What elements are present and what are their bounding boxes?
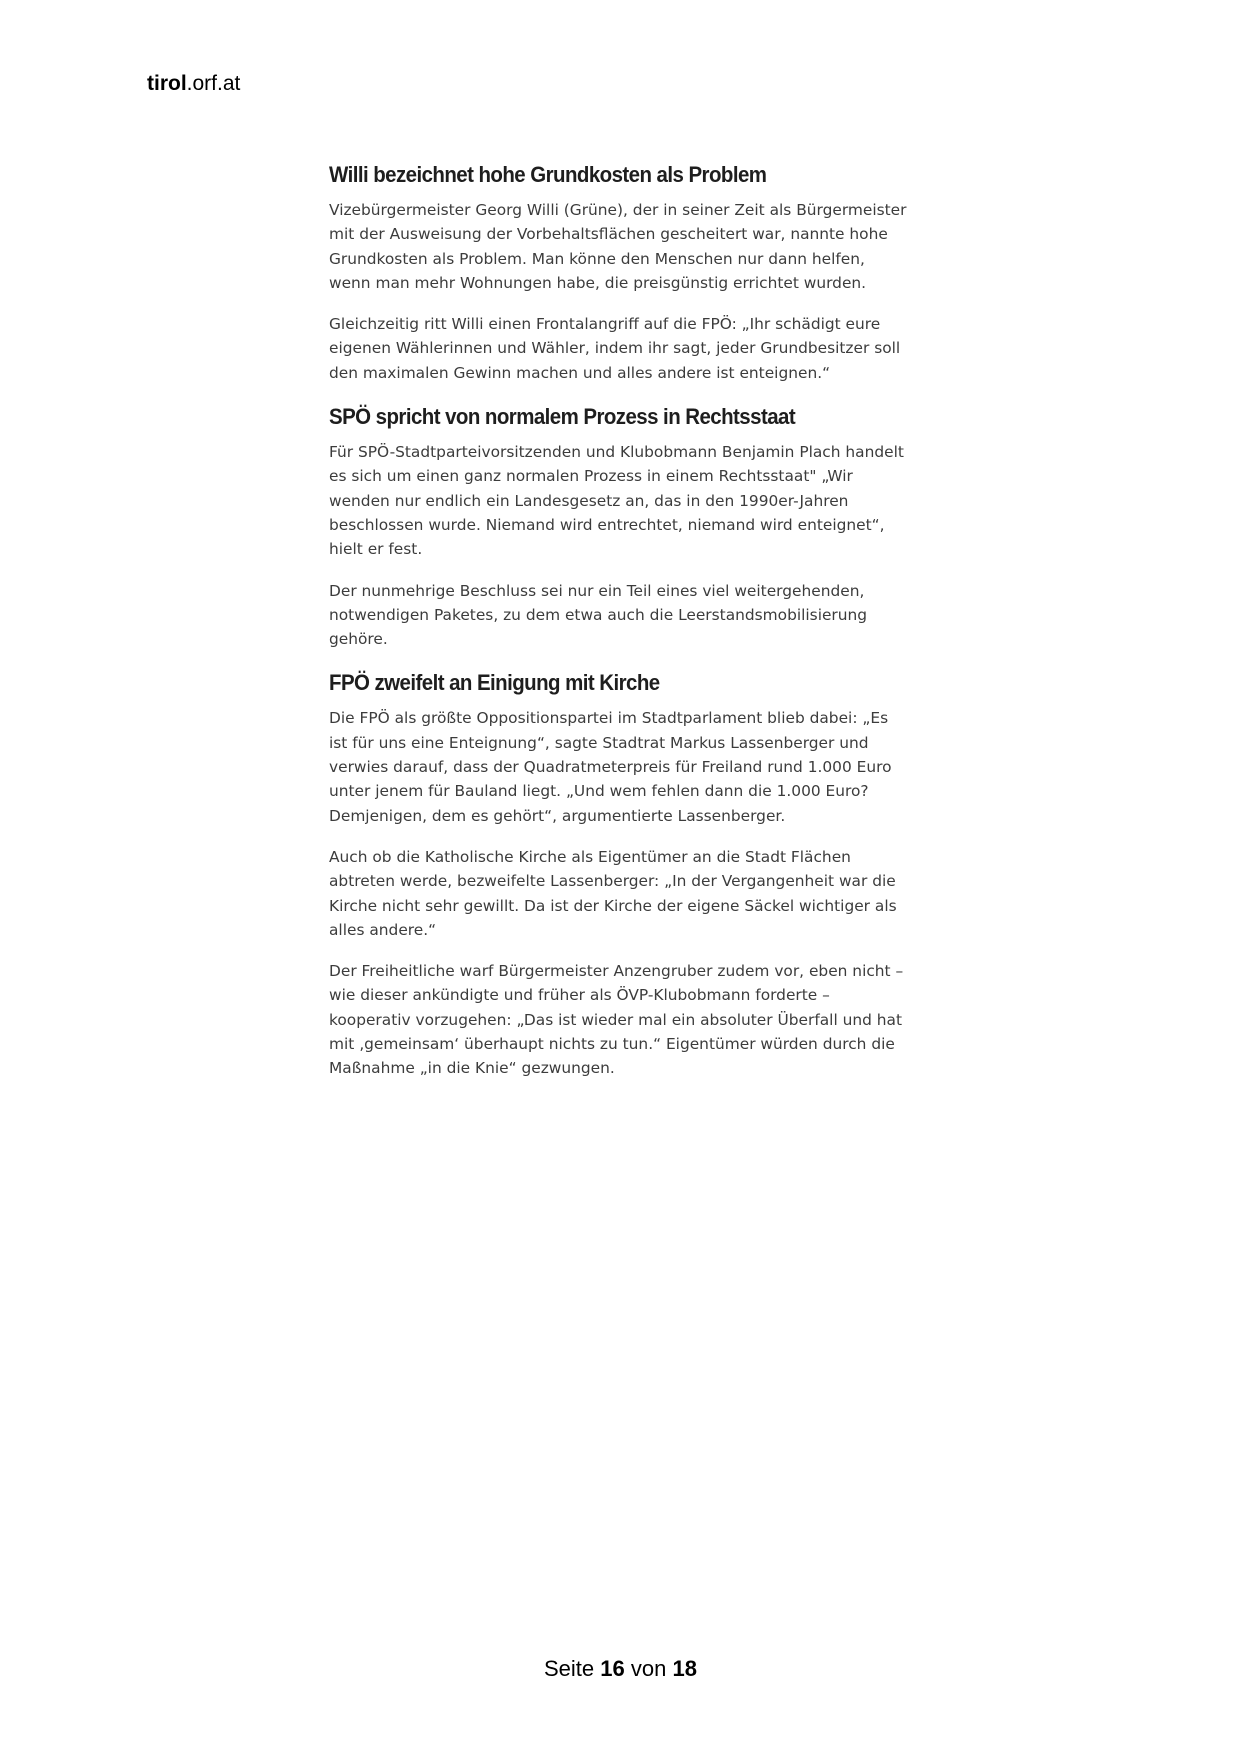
total-pages-number: 18 bbox=[672, 1656, 697, 1681]
article-section bbox=[329, 402, 909, 651]
paragraph: Die FPÖ als größte Oppositionspartei im Stadtparlament blieb dabei: „Es ist für uns eine Enteignung“, sagte Stadtrat Markus Lassenberger und verwies darauf, dass der Quadratmeterpreis für Freiland rund 1.000 Euro unter jenem für Bauland liegt. „Und wem fehlen dann die 1.000 Euro? Demjenigen, dem es gehört“, argumentierte Lassenberger. bbox=[329, 709, 892, 825]
section-heading: Willi bezeichnet hohe Grundkosten als Problem bbox=[329, 162, 767, 187]
article-section bbox=[329, 160, 909, 385]
article-section bbox=[329, 668, 909, 1080]
paragraph: Gleichzeitig ritt Willi einen Frontalangriff auf die FPÖ: „Ihr schädigt eure eigenen Wählerinnen und Wähler, indem ihr sagt, jeder Grundbesitzer soll den maximalen Gewinn machen und alles andere ist enteignen.“ bbox=[329, 315, 901, 382]
paragraph: Auch ob die Katholische Kirche als Eigentümer an die Stadt Flächen abtreten werde, bezweifelte Lassenberger: „In der Vergangenheit war die Kirche nicht sehr gewillt. Da ist der Kirche der eigene Säckel wichtiger als alles andere.“ bbox=[329, 847, 897, 939]
page-label: Seite bbox=[544, 1656, 595, 1681]
paragraph: Der nunmehrige Beschluss sei nur ein Teil eines viel weitergehenden, notwendigen Paketes, zu dem etwa auch die Leerstandsmobilisierung gehöre. bbox=[329, 581, 868, 649]
section-heading: SPÖ spricht von normalem Prozess in Rechtsstaat bbox=[329, 404, 796, 430]
page-of-label: von bbox=[630, 1656, 667, 1681]
paragraph: Vizebürgermeister Georg Willi (Grüne), der in seiner Zeit als Bürgermeister mit der Ausweisung der Vorbehaltsflächen gescheitert war, nannte hohe Grundkosten als Problem. Man könne den Menschen nur dann helfen, wenn man mehr Wohnungen habe, die preisgünstig errichtet wurden. bbox=[329, 201, 907, 292]
site-name-domain: .orf.at bbox=[186, 72, 241, 95]
page-footer bbox=[0, 1656, 1241, 1682]
paragraph: Der Freiheitliche warf Bürgermeister Anzengruber zudem vor, eben nicht – wie dieser ankündigte und früher als ÖVP-Klubobmann forderte – kooperativ vorzugehen: „Das ist wieder mal ein absoluter Überfall und hat mit ‚gemeinsam‘ überhaupt nichts zu tun.“ Eigentümer würden durch die Maßnahme „in die Knie“ gezwungen. bbox=[329, 962, 904, 1078]
paragraph: Für SPÖ-Stadtparteivorsitzenden und Klubobmann Benjamin Plach handelt es sich um einen ganz normalen Prozess in einem Rechtsstaat" „Wir wenden nur endlich ein Landesgesetz an, das in den 1990er-Jahren beschlossen wurde. Niemand wird entrechtet, niemand wird enteignet“, hielt er fest. bbox=[329, 443, 904, 559]
section-heading: FPÖ zweifelt an Einigung mit Kirche bbox=[329, 670, 660, 696]
site-header bbox=[147, 72, 240, 96]
article-body bbox=[329, 160, 909, 1098]
current-page-number: 16 bbox=[600, 1656, 625, 1681]
site-name-bold: tirol bbox=[147, 72, 187, 95]
